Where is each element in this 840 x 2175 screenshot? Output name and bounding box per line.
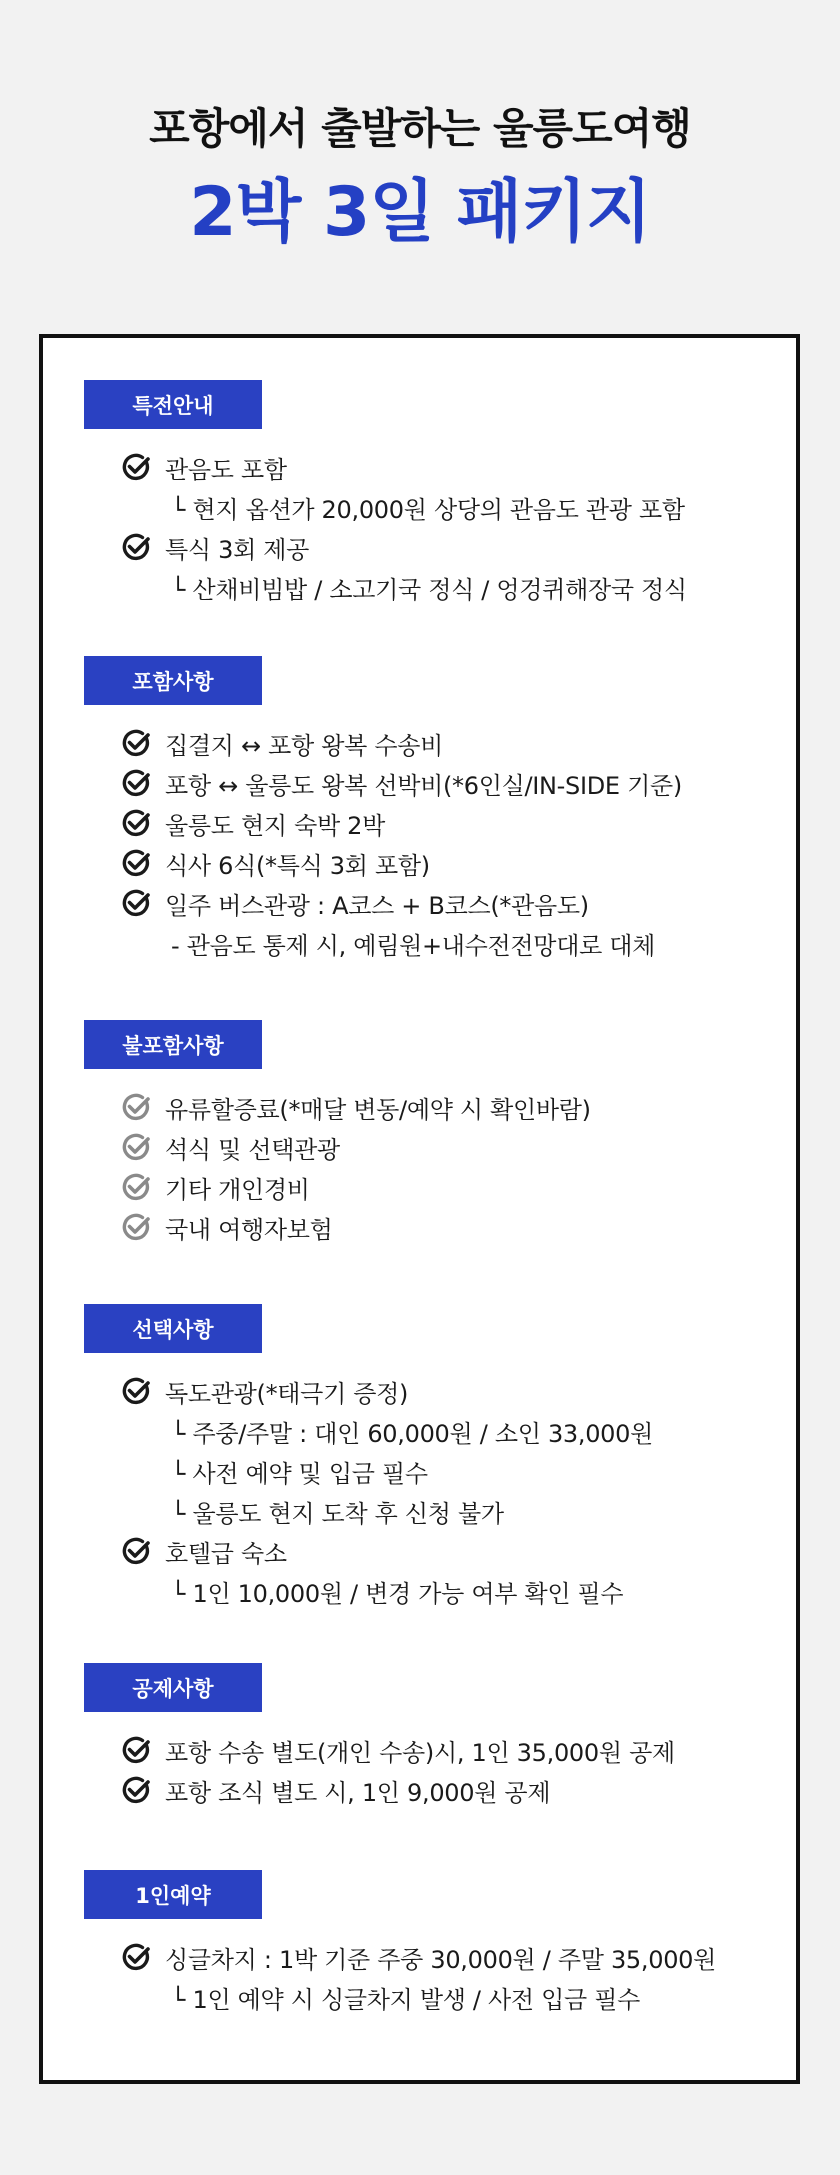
section-badge: 특전안내 — [84, 380, 262, 429]
check-circle-icon — [121, 1212, 151, 1242]
check-circle-icon — [121, 808, 151, 838]
list-item — [43, 526, 796, 566]
list-sub-item-text: └ 현지 옵션가 20,000원 상당의 관음도 관광 포함 — [171, 496, 685, 524]
check-circle-icon — [121, 452, 151, 482]
section-badge: 선택사항 — [84, 1304, 262, 1353]
list-item-text: 호텔급 숙소 — [165, 1540, 287, 1568]
check-circle-icon — [121, 1376, 151, 1406]
list-item-text: 독도관광(*태극기 증정) — [165, 1380, 409, 1408]
list-item-text: 국내 여행자보험 — [165, 1216, 333, 1244]
check-circle-icon — [121, 1132, 151, 1162]
list-item-text: 기타 개인경비 — [165, 1176, 310, 1204]
list-sub-item-text: └ 주중/주말 : 대인 60,000원 / 소인 33,000원 — [171, 1420, 654, 1448]
list-sub-item — [43, 486, 796, 526]
check-circle-icon — [121, 1092, 151, 1122]
list-item-text: 포항 조식 별도 시, 1인 9,000원 공제 — [165, 1779, 551, 1807]
list-item-text: 관음도 포함 — [165, 456, 287, 484]
page-title: 포항에서 출발하는 울릉도여행 — [149, 104, 691, 153]
list-item-text: 싱글차지 : 1박 기준 주중 30,000원 / 주말 35,000원 — [165, 1946, 717, 1974]
check-circle-icon — [121, 728, 151, 758]
list-item — [43, 1530, 796, 1570]
list-item — [43, 842, 796, 882]
list-item — [43, 1769, 796, 1809]
list-sub-item — [43, 1410, 796, 1450]
list-sub-item — [43, 1490, 796, 1530]
list-sub-item-text: └ 산채비빔밥 / 소고기국 정식 / 엉겅퀴해장국 정식 — [171, 576, 687, 604]
page-header — [0, 0, 840, 330]
check-circle-icon — [121, 768, 151, 798]
list-item — [43, 1126, 796, 1166]
list-sub-item-text: └ 사전 예약 및 입금 필수 — [171, 1460, 428, 1488]
list-item-text: 포항 ↔ 울릉도 왕복 선박비(*6인실/IN-SIDE 기준) — [165, 772, 682, 800]
list-item-text: 석식 및 선택관광 — [165, 1136, 340, 1164]
check-circle-icon — [121, 1172, 151, 1202]
list-item — [43, 802, 796, 842]
section-badge: 포함사항 — [84, 656, 262, 705]
list-item-text: 울릉도 현지 숙박 2박 — [165, 812, 386, 840]
list-item — [43, 1206, 796, 1246]
list-item — [43, 1086, 796, 1126]
list-item — [43, 1936, 796, 1976]
list-sub-item-text: └ 1인 10,000원 / 변경 가능 여부 확인 필수 — [171, 1580, 624, 1608]
check-circle-icon — [121, 1942, 151, 1972]
list-item — [43, 882, 796, 922]
section-badge: 1인예약 — [84, 1870, 262, 1919]
check-circle-icon — [121, 888, 151, 918]
list-sub-item — [43, 566, 796, 606]
list-item — [43, 1166, 796, 1206]
list-sub-item-text: - 관음도 통제 시, 예림원+내수전전망대로 대체 — [171, 932, 656, 960]
list-item — [43, 1729, 796, 1769]
list-item — [43, 722, 796, 762]
section-badge: 공제사항 — [84, 1663, 262, 1712]
check-circle-icon — [121, 1775, 151, 1805]
list-item — [43, 1370, 796, 1410]
list-sub-item — [43, 1450, 796, 1490]
page-subtitle: 2박 3일 패키지 — [189, 173, 651, 252]
check-circle-icon — [121, 848, 151, 878]
list-item — [43, 446, 796, 486]
list-sub-item-text: └ 1인 예약 시 싱글차지 발생 / 사전 입금 필수 — [171, 1986, 641, 2014]
list-sub-item — [43, 922, 796, 962]
list-sub-item — [43, 1976, 796, 2016]
check-circle-icon — [121, 1735, 151, 1765]
list-item-text: 일주 버스관광 : A코스 + B코스(*관음도) — [165, 892, 589, 920]
list-sub-item — [43, 1570, 796, 1610]
section-badge: 불포함사항 — [84, 1020, 262, 1069]
list-item-text: 식사 6식(*특식 3회 포함) — [165, 852, 430, 880]
package-info-card — [39, 334, 800, 2084]
list-sub-item-text: └ 울릉도 현지 도착 후 신청 불가 — [171, 1500, 504, 1528]
list-item-text: 유류할증료(*매달 변동/예약 시 확인바람) — [165, 1096, 591, 1124]
list-item-text: 특식 3회 제공 — [165, 536, 310, 564]
list-item-text: 집결지 ↔ 포항 왕복 수송비 — [165, 732, 443, 760]
check-circle-icon — [121, 1536, 151, 1566]
list-item-text: 포항 수송 별도(개인 수송)시, 1인 35,000원 공제 — [165, 1739, 675, 1767]
check-circle-icon — [121, 532, 151, 562]
list-item — [43, 762, 796, 802]
